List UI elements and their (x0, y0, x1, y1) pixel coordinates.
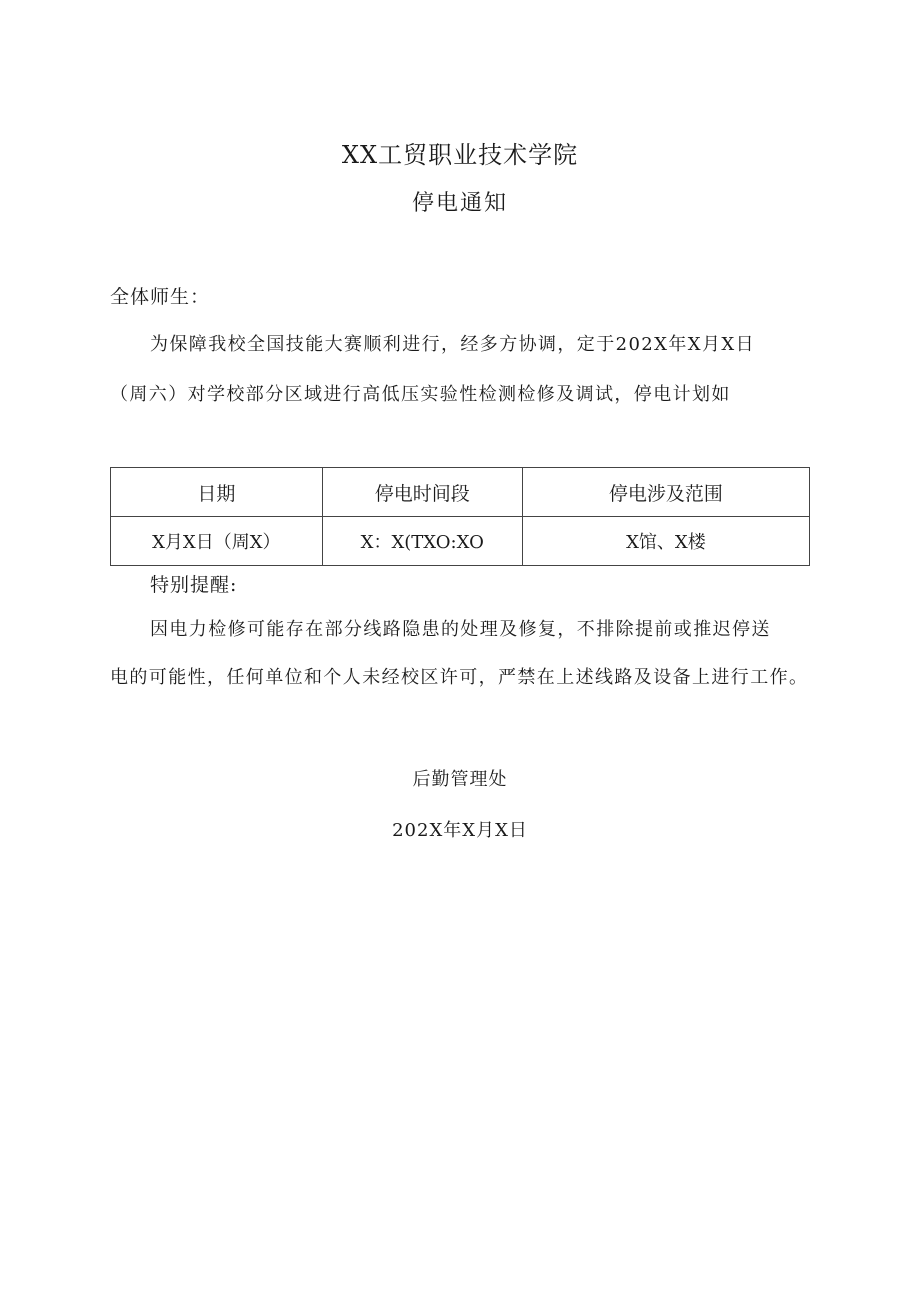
issuer-signature: 后勤管理处 (412, 769, 508, 790)
cell-time-period: X：X(TXO:XO (322, 517, 522, 566)
reminder-paragraph-line-1: 因电力检修可能存在部分线路隐患的处理及修复，不排除提前或推迟停送 (150, 619, 771, 640)
intro-paragraph-line-2: （周六）对学校部分区域进行高低压实验性检测检修及调试，停电计划如 (110, 384, 731, 405)
cell-date: X月X日（周X） (111, 517, 323, 566)
salutation: 全体师生： (110, 286, 211, 308)
header-time-period: 停电时间段 (322, 468, 522, 517)
outage-schedule-table (110, 467, 810, 566)
table-row (111, 517, 810, 566)
issue-date: 202X年X月X日 (392, 820, 528, 841)
table-header-row (111, 468, 810, 517)
reminder-paragraph-line-2: 电的可能性，任何单位和个人未经校区许可，严禁在上述线路及设备上进行工作。 (110, 667, 809, 688)
header-date: 日期 (111, 468, 323, 517)
header-affected-area: 停电涉及范围 (522, 468, 809, 517)
intro-paragraph-line-1: 为保障我校全国技能大赛顺利进行，经多方协调，定于202X年X月X日 (150, 334, 755, 355)
special-reminder-label: 特别提醒: (150, 574, 238, 596)
cell-affected-area: X馆、X楼 (522, 517, 809, 566)
notice-heading: 停电通知 (411, 191, 508, 216)
document-title: XX工贸职业技术学院 (341, 141, 579, 169)
